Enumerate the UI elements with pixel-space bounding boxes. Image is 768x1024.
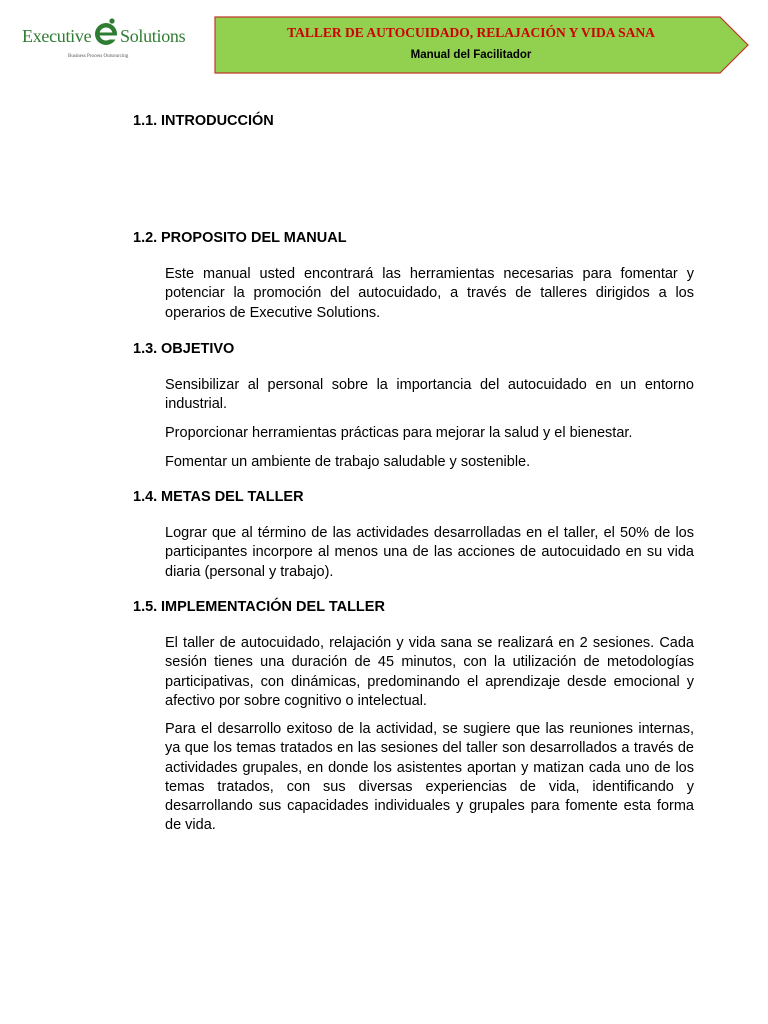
logo-word-right: Solutions	[120, 26, 186, 46]
section-title: INTRODUCCIÓN	[161, 113, 274, 129]
section-heading-proposito	[133, 230, 347, 246]
paragraph-objetivo-2: Proporcionar herramientas prácticas para mejorar la salud y el bienestar.	[165, 425, 633, 441]
paragraph-objetivo-3: Fomentar un ambiente de trabajo saludable y sostenible.	[165, 454, 531, 470]
section-title: PROPOSITO DEL MANUAL	[161, 230, 347, 246]
section-number: 1.4.	[133, 489, 158, 505]
section-title: OBJETIVO	[161, 341, 235, 357]
logo-tagline: Business Process Outsourcing	[68, 54, 129, 59]
section-number: 1.3.	[133, 341, 158, 357]
banner-subtitle: Manual del Facilitador	[410, 49, 532, 61]
paragraph-implementacion-1: El taller de autocuidado, relajación y vida sana se realizará en 2 sesiones. Cada sesión tienes una duración de 45 minutos, con la utilización de metodologías participativas, con dinámicas, predominando el aprendizaje desde emocional y afectivo por sobre cognitivo o intelectual.	[165, 635, 694, 709]
section-title: IMPLEMENTACIÓN DEL TALLER	[161, 599, 385, 615]
banner-title: TALLER DE AUTOCUIDADO, RELAJACIÓN Y VIDA SANA	[287, 25, 655, 40]
logo-e-mark-icon	[92, 16, 118, 48]
section-title: METAS DEL TALLER	[161, 489, 304, 505]
paragraph-metas: Lograr que al término de las actividades desarrolladas en el taller, el 50% de los participantes incorpore al menos una de las acciones de autocuidado en su vida diaria (personal y trabajo).	[165, 525, 694, 580]
paragraph-implementacion-2: Para el desarrollo exitoso de la actividad, se sugiere que las reuniones internas, ya que los temas tratados en las sesiones del taller son desarrollados a través de actividades grupales, en donde los asistentes aportan y matizan cada uno de los temas tratados, con sus diversas experiencias de vida, identificando y desarrollando sus capacidades individuales y grupales para fomente esta forma de vida.	[165, 721, 694, 834]
section-heading-implementacion	[133, 599, 385, 615]
page-header	[0, 0, 768, 80]
section-heading-objetivo	[133, 341, 234, 357]
section-heading-introduccion	[133, 113, 274, 129]
section-number: 1.5.	[133, 599, 158, 615]
paragraph-proposito: Este manual usted encontrará las herramientas necesarias para fomentar y potenciar la promoción del autocuidado, a través de talleres dirigidos a los operarios de Executive Solutions.	[165, 266, 694, 321]
section-heading-metas	[133, 489, 304, 505]
paragraph-objetivo-1: Sensibilizar al personal sobre la importancia del autocuidado en un entorno industrial.	[165, 377, 694, 413]
logo-word-left: Executive	[22, 26, 92, 46]
title-banner	[214, 16, 750, 74]
section-number: 1.1.	[133, 113, 158, 129]
section-number: 1.2.	[133, 230, 158, 246]
company-logo	[22, 14, 184, 66]
